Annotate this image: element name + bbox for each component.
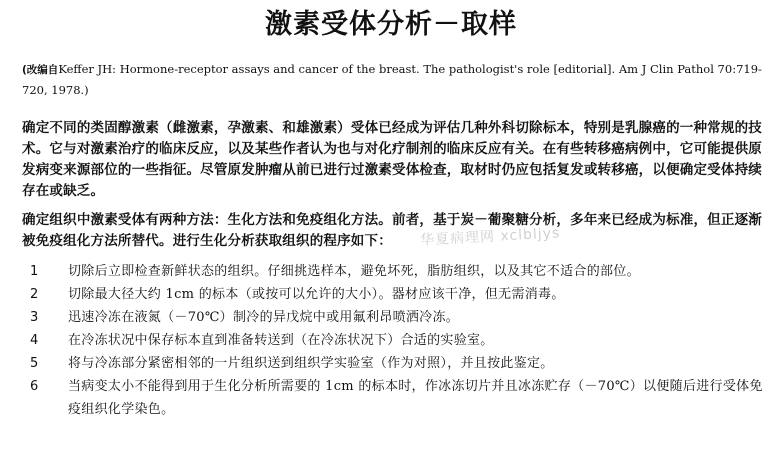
citation-prefix: (改编自 xyxy=(22,64,59,76)
list-item xyxy=(22,260,767,283)
step-text: 切除后立即检查新鲜状态的组织。仔细挑选样本，避免坏死，脂肪组织，以及其它不适合的部位。 xyxy=(68,264,640,279)
step-number: 4 xyxy=(30,333,39,348)
procedure-steps-list xyxy=(22,260,767,421)
step-text: 切除最大径大约 1cm 的标本（或按可以允许的大小）。器材应该干净，但无需消毒。 xyxy=(68,287,565,302)
paragraph-methods: 确定组织中激素受体有两种方法：生化方法和免疫组化方法。前者，基于炭－葡聚糖分析，多年来已经成为标准，但正逐渐被免疫组化方法所替代。进行生化分析获取组织的程序如下： xyxy=(22,212,762,249)
step-text: 迅速冷冻在液氮（－70℃）制冷的异戊烷中或用氟利昂喷洒冷冻。 xyxy=(68,310,460,325)
list-item xyxy=(22,329,767,352)
list-item xyxy=(22,306,767,329)
step-text: 将与冷冻部分紧密相邻的一片组织送到组织学实验室（作为对照），并且按此鉴定。 xyxy=(68,356,554,371)
document-title: 激素受体分析－取样 xyxy=(265,9,517,40)
step-number: 2 xyxy=(30,287,39,302)
citation-text: Keffer JH: Hormone-receptor assays and cancer of the breast. The pathologist's role [editorial]. Am J Clin Pathol 70:719-720, 1978.) xyxy=(22,62,762,97)
step-number: 5 xyxy=(30,356,39,371)
list-item xyxy=(22,352,767,375)
step-text: 当病变太小不能得到用于生化分析所需要的 1cm 的标本时，作冰冻切片并且冰冻贮存（－70℃）以便随后进行受体免疫组织化学染色。 xyxy=(68,379,763,417)
step-number: 3 xyxy=(30,310,39,325)
paragraph-intro: 确定不同的类固醇激素（雌激素，孕激素、和雄激素）受体已经成为评估几种外科切除标本，特别是乳腺癌的一种常规的技术。它与对激素治疗的临床反应，以及某些作者认为也与对化疗制剂的临床反应有关。在有些转移癌病例中，它可能提供原发病变来源部位的一些指征。尽管原发肿瘤从前已进行过激素受体检查，取材时仍应包括复发或转移癌，以便确定受体持续存在或缺乏。 xyxy=(22,120,762,199)
step-number: 1 xyxy=(30,264,39,279)
list-item xyxy=(22,375,767,421)
citation xyxy=(22,59,762,100)
step-text: 在冷冻状况中保存标本直到准备转送到（在冷冻状况下）合适的实验室。 xyxy=(68,333,494,348)
step-number: 6 xyxy=(30,379,39,394)
watermark-text: 华夏病理网 xclbljys xyxy=(419,225,561,249)
list-item xyxy=(22,283,767,306)
